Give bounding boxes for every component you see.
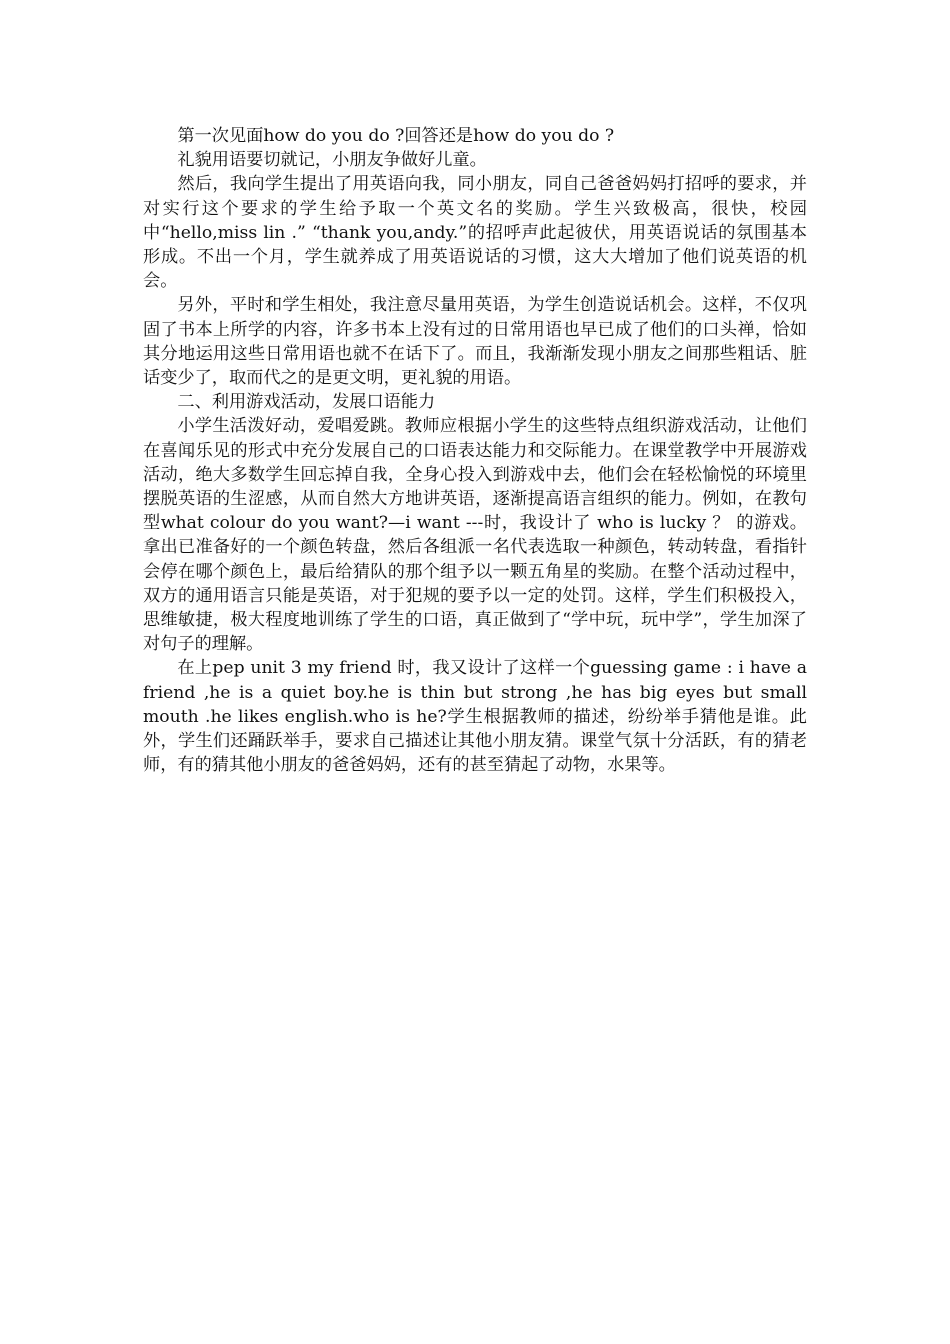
paragraph-daily-english: 另外，平时和学生相处，我注意尽量用英语，为学生创造说话机会。这样，不仅巩固了书本上所学的内容，许多书本上没有过的日常用语也早已成了他们的口头禅，恰如其分地运用这些日常用语也就不在话下了。而且，我渐渐发现小朋友之间那些粗话、脏话变少了，取而代之的是更文明，更礼貌的用语。	[143, 295, 807, 389]
paragraph-game-activities: 小学生活泼好动，爱唱爱跳。教师应根据小学生的这些特点组织游戏活动，让他们在喜闻乐见的形式中充分发展自己的口语表达能力和交际能力。在课堂教学中开展游戏活动，绝大多数学生回忘掉自我，全身心投入到游戏中去，他们会在轻松愉悦的环境里摆脱英语的生涩感，从而自然大方地讲英语，逐渐提高语言组织的能力。例如，在教句型what colour do you want?—i want ---时，我设计了 who is lucky ？ 的游戏。拿出已准备好的一个颜色转盘，然后各组派一名代表选取一种颜色，转动转盘，看指针会停在哪个颜色上，最后给猜队的那个组予以一颗五角星的奖励。在整个活动过程中，双方的通用语言只能是英语，对于犯规的要予以一定的处罚。这样，学生们积极投入，思维敏捷，极大程度地训练了学生的口语，真正做到了“学中玩，玩中学”，学生加深了对句子的理解。	[143, 416, 807, 655]
paragraph-greeting-rhyme-2: 礼貌用语要切就记，小朋友争做好儿童。	[177, 150, 487, 171]
section-heading-games: 二、利用游戏活动，发展口语能力	[177, 392, 436, 413]
paragraph-greeting-rhyme-1: 第一次见面how do you do ?回答还是how do you do ?	[177, 126, 615, 146]
paragraph-english-greetings: 然后，我向学生提出了用英语向我，同小朋友，同自己爸爸妈妈打招呼的要求，并对实行这个要求的学生给予取一个英文名的奖励。学生兴致极高，很快，校园中“hello,miss lin .” “thank you,andy.”的招呼声此起彼伏，用英语说话的氛围基本形成。不出一个月，学生就养成了用英语说话的习惯，这大大增加了他们说英语的机会。	[143, 174, 807, 292]
document-body	[143, 124, 807, 777]
paragraph-guessing-game: 在上pep unit 3 my friend 时，我又设计了这样一个guessing game : i have a friend ,he is a quiet boy.he is thin but strong ,he has big eyes but small mouth .he likes english.who is he?学生根据教师的描述，纷纷举手猜他是谁。此外，学生们还踊跃举手，要求自己描述让其他小朋友猜。课堂气氛十分活跃，有的猜老师，有的猜其他小朋友的爸爸妈妈，还有的甚至猜起了动物，水果等。	[143, 658, 807, 776]
